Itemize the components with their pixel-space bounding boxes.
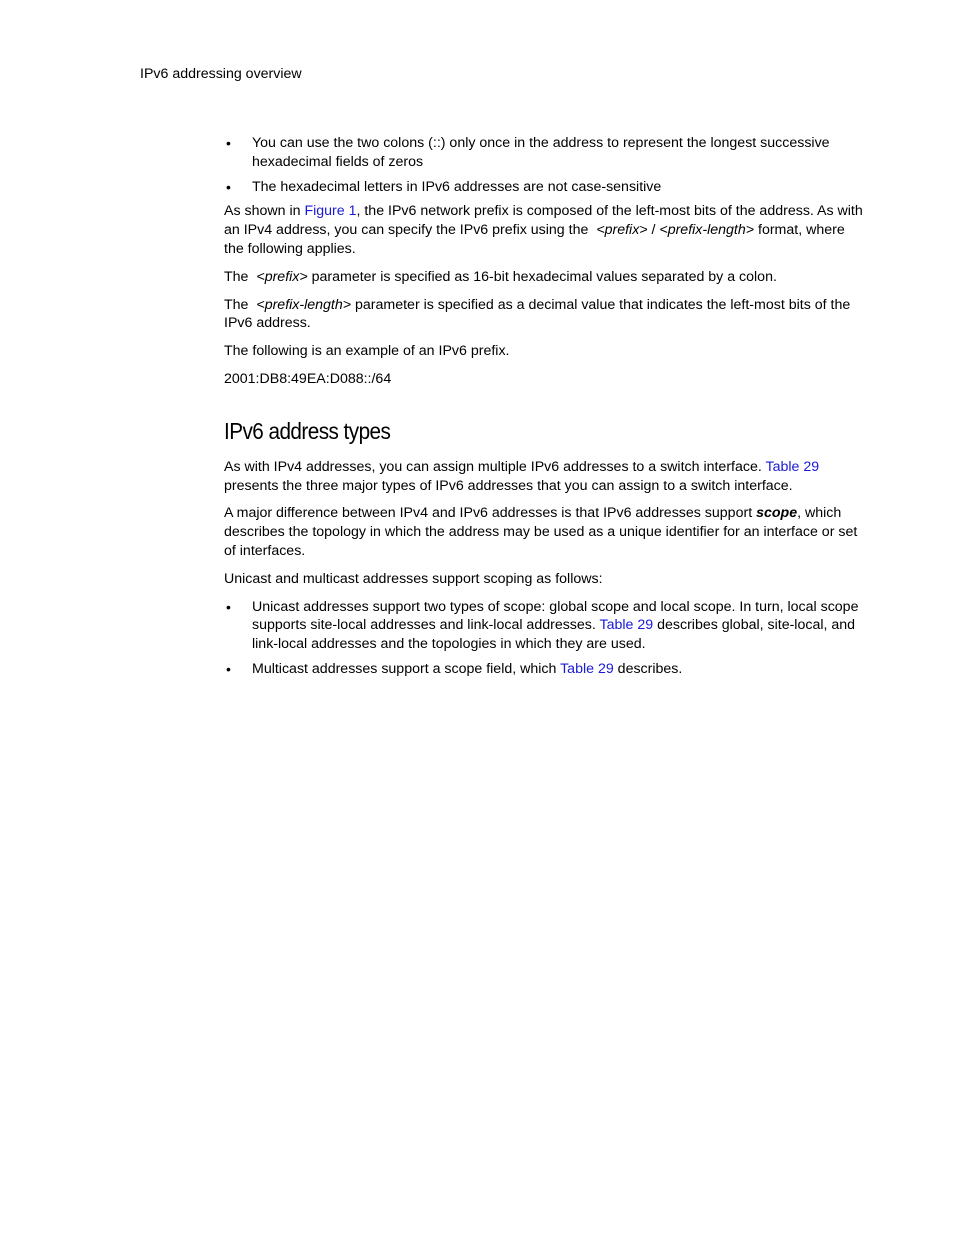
list-item-text: The hexadecimal letters in IPv6 addresses are not case-sensitive	[252, 178, 662, 195]
paragraph-scoping-intro: Unicast and multicast addresses support scoping as follows:	[224, 570, 603, 587]
bullet-icon: •	[226, 660, 231, 677]
bullet-icon: •	[226, 178, 231, 195]
bullet-icon: •	[226, 598, 231, 615]
list-item	[224, 134, 866, 172]
paragraph-prefix-parameter: The <prefix> parameter is specified as 16-bit hexadecimal values separated by a colon.	[224, 268, 777, 285]
table-29-link[interactable]: Table 29	[765, 458, 820, 475]
section-title: IPv6 address types	[224, 417, 391, 444]
list-item	[224, 178, 866, 197]
page-content	[224, 134, 866, 685]
running-header: IPv6 addressing overview	[140, 66, 302, 82]
paragraph-address-types: As with IPv4 addresses, you can assign multiple IPv6 addresses to a switch interface. Table 29 presents the three major types of IPv6 addresses that you can assign to a switch interface.	[224, 458, 820, 494]
bullet-icon: •	[226, 135, 231, 151]
list-item: • Multicast addresses support a scope field, which Table 29 describes.	[226, 660, 683, 677]
paragraph-scope: A major difference between IPv4 and IPv6 addresses is that IPv6 addresses support scope, which describes the topology in which the address may be used as a unique identifier for an interface or set of interfaces.	[224, 505, 858, 559]
bullet-list-top	[224, 134, 866, 196]
list-item: • Unicast addresses support two types of scope: global scope and local scope. In turn, local scope supports site-local addresses and link-local addresses. Table 29 describes global, site-local, and link-local addresses and the topologies in which they are used.	[226, 598, 859, 653]
figure-1-link[interactable]: Figure 1	[304, 203, 357, 220]
table-29-link[interactable]: Table 29	[560, 660, 614, 677]
bullet-list-bottom	[224, 598, 866, 679]
list-item-text: You can use the two colons (::) only once in the address to represent the longest successive hexadecimal fields of zeros	[252, 135, 830, 170]
paragraph-prefix-length-parameter: The <prefix-length> parameter is specified as a decimal value that indicates the left-most bits of the IPv6 address.	[224, 296, 851, 332]
paragraph-example-intro: The following is an example of an IPv6 prefix.	[224, 343, 510, 360]
paragraph-prefix-intro: As shown in Figure 1, the IPv6 network prefix is composed of the left-most bits of the address. As with an IPv4 address, you can specify the IPv6 prefix using the <prefix> / <prefix-length> format, where the following applies.	[224, 203, 863, 257]
table-29-link[interactable]: Table 29	[599, 617, 654, 634]
example-prefix: 2001:DB8:49EA:D088::/64	[224, 370, 392, 387]
